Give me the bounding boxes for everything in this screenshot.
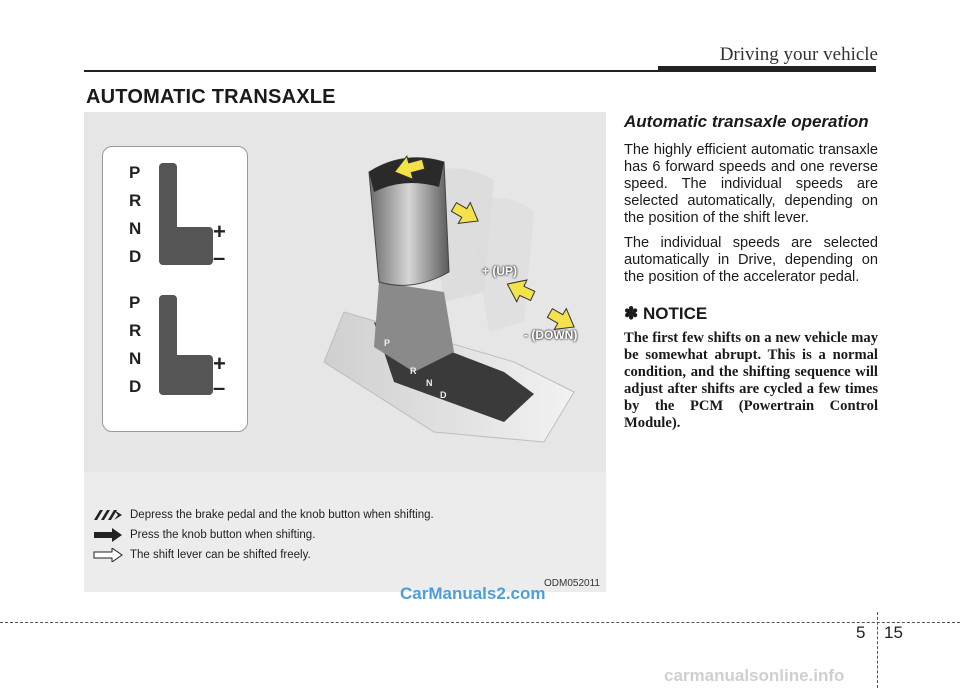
console-letter-n: N	[426, 378, 433, 388]
shift-gate-diagram	[102, 146, 248, 432]
gate-upper-minus: –	[213, 245, 226, 270]
gate-upper-r: R	[129, 191, 142, 210]
header-thick-rule	[658, 66, 876, 72]
header-rule	[84, 70, 660, 72]
page-number-separator	[877, 612, 878, 688]
yellow-arrows	[384, 152, 594, 332]
section-title: AUTOMATIC TRANSAXLE	[86, 86, 336, 108]
console-letter-d: D	[440, 390, 447, 400]
notice-heading: ✽ NOTICE	[624, 304, 708, 323]
footer-rule	[0, 622, 960, 623]
gate-lower-slot-manual	[159, 355, 213, 395]
gate-upper-slot-manual	[159, 227, 213, 265]
figure-code: ODM052011	[544, 578, 600, 589]
outline-arrow-icon	[92, 548, 124, 562]
running-header-title: Driving your vehicle	[719, 44, 878, 65]
gate-upper-p: P	[129, 163, 141, 182]
up-label: + (UP)	[482, 264, 518, 278]
page-number: 15	[884, 623, 903, 642]
gate-lower-plus: +	[213, 351, 226, 376]
gate-lower-minus: –	[213, 375, 226, 400]
gate-upper-n: N	[129, 219, 142, 238]
legend-press-button: Press the knob button when shifting.	[130, 529, 316, 541]
notice-body: The first few shifts on a new vehicle may be somewhat abrupt. This is a normal condition, and the shifting sequence will adjust after shifts are cycled a few times by the PCM (Powertrain Control Module).	[624, 330, 878, 431]
solid-arrow-icon	[92, 528, 124, 542]
operation-paragraph-2: The individual speeds are selected automatically in Drive, depending on the position of the accelerator pedal.	[624, 235, 878, 285]
gate-lower-n: N	[129, 349, 142, 368]
operation-heading: Automatic transaxle operation	[624, 112, 869, 131]
body-text-column	[624, 112, 878, 432]
shift-lever-figure	[84, 112, 606, 592]
gate-upper-d: D	[129, 247, 142, 266]
gate-upper-plus: +	[213, 219, 226, 244]
legend-brake-and-button: Depress the brake pedal and the knob button when shifting.	[130, 509, 434, 521]
chapter-number: 5	[856, 623, 866, 642]
watermark-secondary: carmanualsonline.info	[664, 666, 845, 685]
watermark-primary: CarManuals2.com	[400, 584, 546, 603]
gate-lower-r: R	[129, 321, 142, 340]
console-letter-r: R	[410, 366, 417, 376]
striped-arrow-icon	[92, 508, 124, 522]
legend-shift-freely: The shift lever can be shifted freely.	[130, 549, 311, 561]
down-label: - (DOWN)	[524, 328, 578, 342]
gate-lower-p: P	[129, 293, 141, 312]
gate-lower-d: D	[129, 377, 142, 396]
console-letter-p: P	[384, 338, 391, 348]
operation-paragraph-1: The highly efficient automatic transaxle has 6 forward speeds and one reverse speed. The individual speeds are selected automatically, depending on the position of the shift lever.	[624, 142, 878, 226]
